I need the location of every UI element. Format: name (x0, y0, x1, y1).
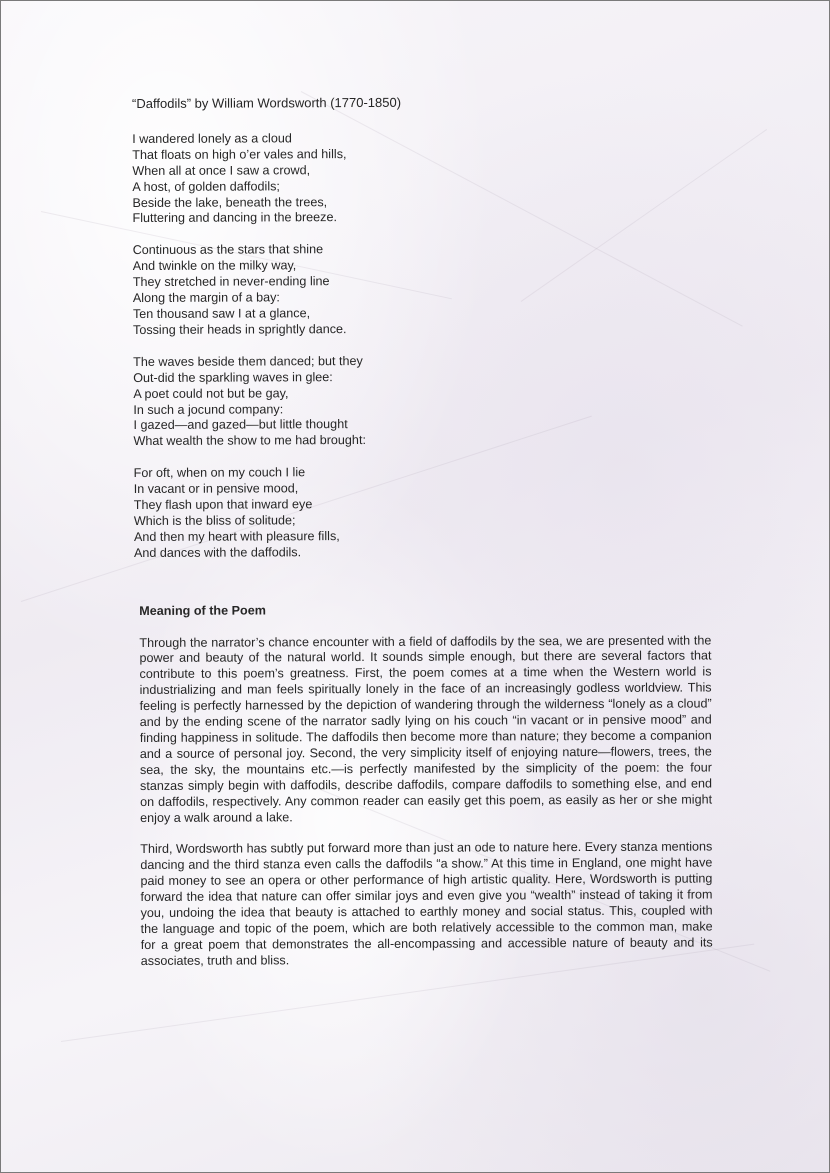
poem-line: And then my heart with pleasure fills, (133, 528, 340, 544)
stanza-2 (133, 241, 713, 339)
meaning-paragraph-1: Through the narrator’s chance encounter with a field of daffodils by the sea, we are presented with the power and beauty of the natural world. It sounds simple enough, but there are several factors that contribute to this poem’s greatness. First, the poem comes at a time when the Western world is industrializing and man feels spiritually lonely in the face of an increasingly godless worldview. This feeling is perfectly harnessed by the depiction of wandering through the wilderness “lonely as a cloud” and by the ending scene of the narrator sadly lying on his couch “in vacant or in pensive mood” and finding happiness in solitude. The daffodils then become more than nature; they become a companion and a source of personal joy. Second, the very simplicity itself of enjoying nature—flowers, trees, the sea, the sky, the mountains etc.—is perfectly manifested by the simplicity of the poem: the four stanzas simply begin with daffodils, describe daffodils, compare daffodils to something else, and end on daffodils, respectively. Any common reader can easily get this poem, as easily as her or she might enjoy a walk around a lake. (139, 633, 713, 825)
poem-title: “Daffodils” by William Wordsworth (1770-1850) (132, 94, 402, 111)
meaning-paragraph-2: Third, Wordsworth has subtly put forward more than just an ode to nature here. Every stanza mentions dancing and the third stanza even calls the daffodils “a show.” At this time in England, one might have paid money to see an opera or other performance of high artistic quality. Here, Wordsworth is putting forward the idea that nature can offer similar joys and even give you “wealth” instead of taking it from you, undoing the idea that beauty is attached to earthly money and social status. This, coupled with the language and topic of the poem, which are both relatively accessible to the common man, make for a great poem that demonstrates the all-encompassing and accessible nature of beauty and its associates, truth and bliss. (140, 839, 713, 968)
poem-line: The waves beside them danced; but they (133, 353, 363, 369)
poem-line: What wealth the show to me had brought: (133, 433, 366, 449)
poem-line: Which is the bliss of solitude; (133, 513, 296, 528)
poem-line: Ten thousand saw I at a glance, (132, 306, 311, 321)
document-body (132, 93, 716, 985)
poem-line: In vacant or in pensive mood, (133, 481, 299, 497)
section-heading: Meaning of the Poem (139, 603, 266, 618)
poem-line: They stretched in never-ending line (132, 274, 330, 290)
poem-line: That floats on high o’er vales and hills, (132, 146, 347, 162)
poem-line: And dances with the daffodils. (133, 545, 302, 560)
poem-line: And twinkle on the milky way, (132, 258, 297, 274)
poem-line: Continuous as the stars that shine (132, 242, 324, 258)
poem-line: In such a jocund company: (133, 401, 284, 417)
poem-line: For oft, when on my couch I lie (133, 465, 306, 481)
poem-line: Along the margin of a bay: (132, 290, 280, 306)
poem-line: Tossing their heads in sprightly dance. (132, 321, 347, 337)
poem-line: I wandered lonely as a cloud (132, 131, 292, 146)
poem-line: Out-did the sparkling waves in glee: (133, 369, 333, 385)
poem-line: Beside the lake, beneath the trees, (132, 194, 328, 210)
poem-line: I gazed—and gazed—but little thought (133, 417, 348, 433)
poem-line: They flash upon that inward eye (133, 497, 313, 513)
poem-line: Fluttering and dancing in the breeze. (132, 210, 338, 226)
stanza-3 (133, 352, 713, 450)
stanza-4 (134, 464, 714, 562)
poem-line: A host, of golden daffodils; (132, 178, 280, 194)
stanza-1 (132, 129, 712, 227)
poem-line: A poet could not but be gay, (133, 385, 289, 401)
poem-line: When all at once I saw a crowd, (132, 162, 311, 178)
